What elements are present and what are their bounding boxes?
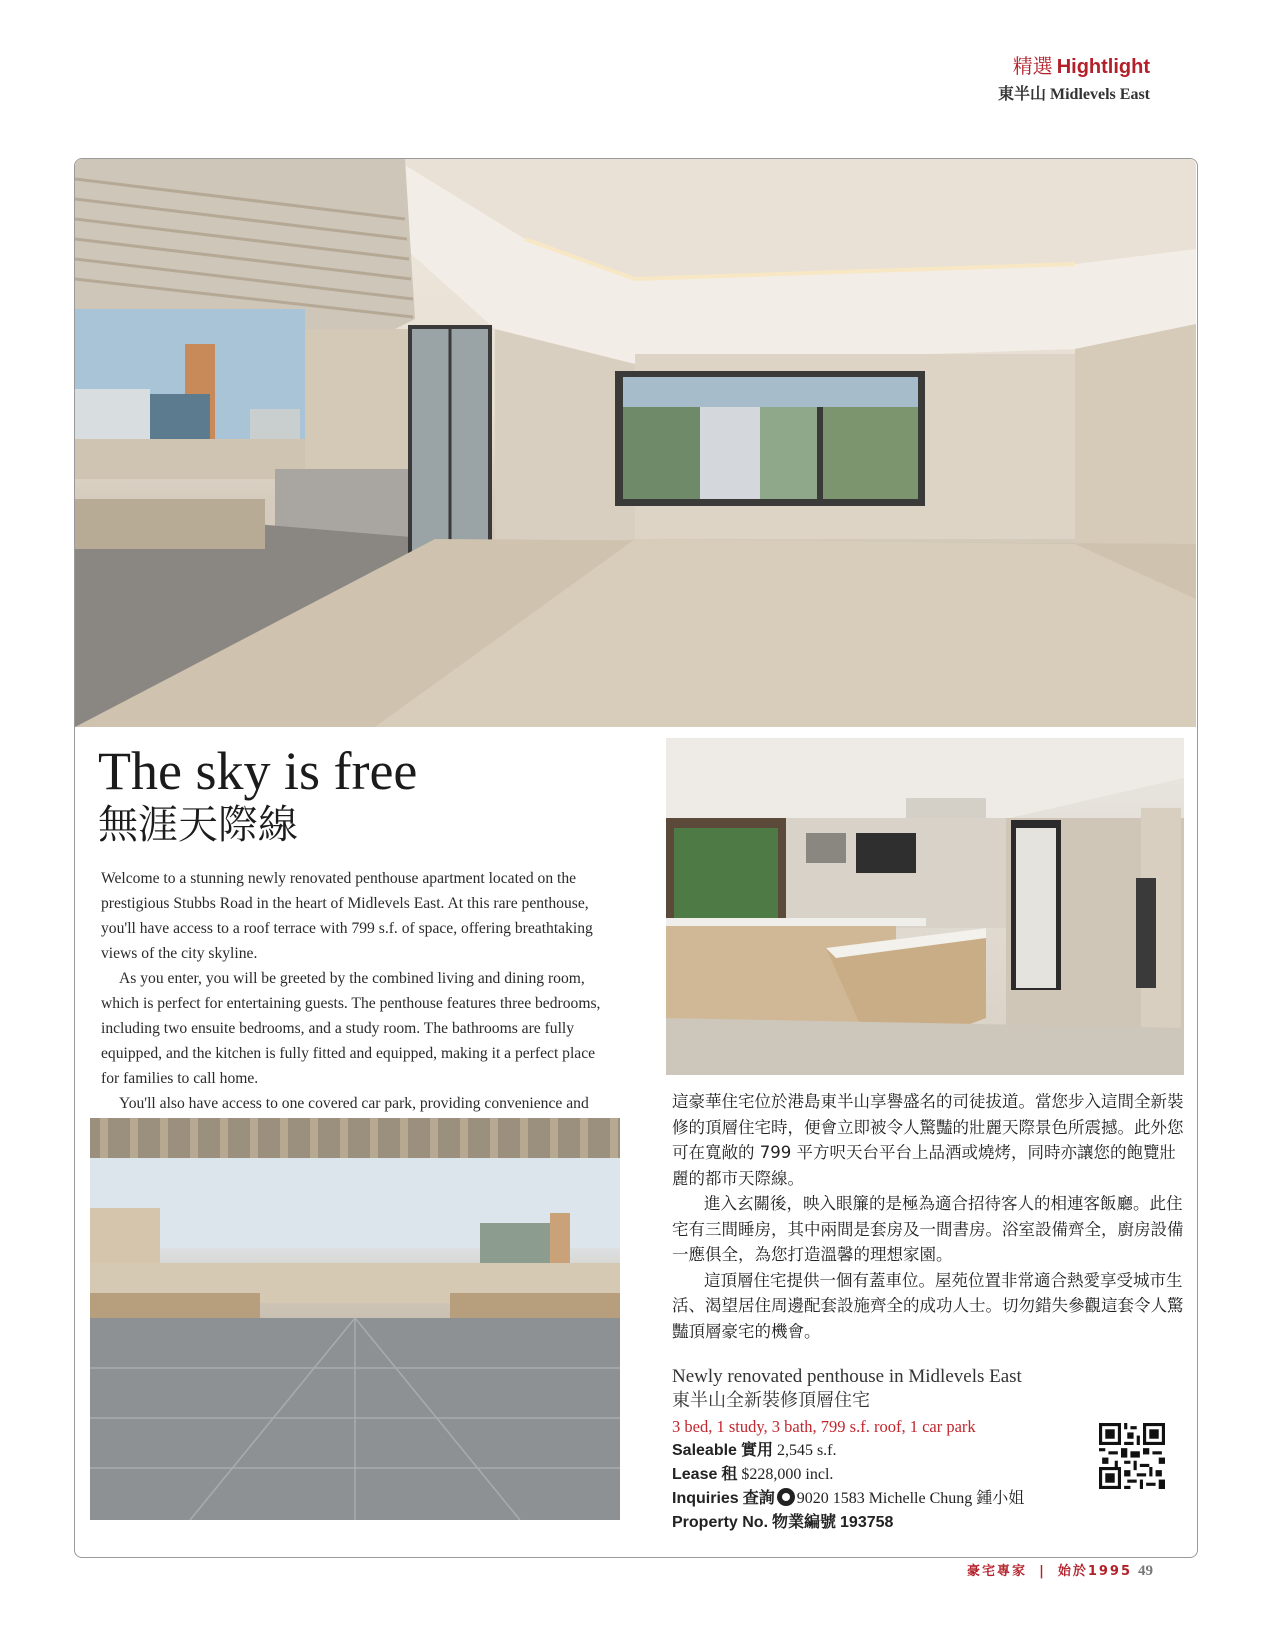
location-zh: 東半山 [997,86,1046,103]
section-en: Hightlight [1056,56,1150,78]
kitchen-illustration [666,738,1184,1075]
page-number: 49 [1138,1563,1153,1579]
lease-row [672,1463,1172,1487]
location-en: Midlevels East [1050,86,1150,103]
whatsapp-icon [777,1488,795,1506]
inquiries-label: Inquiries [672,1490,739,1507]
listing-headline-en: Newly renovated penthouse in Midlevels East [672,1366,1022,1387]
kitchen-photo [666,738,1184,1075]
footer-brand: 豪宅專家 [967,1564,1028,1579]
lease-label-zh: 租 [721,1466,738,1483]
lease-value: $228,000 incl. [741,1466,834,1483]
lease-label: Lease [672,1466,718,1483]
terrace-illustration [90,1118,620,1520]
footer-separator: | [1039,1564,1046,1579]
listing-headline-zh: 東半山全新裝修頂層住宅 [672,1390,870,1411]
location-tag [998,81,1150,104]
page-footer [967,1560,1153,1580]
inquiries-label-zh: 查詢 [742,1490,775,1507]
body-zh-paragraph-2: 進入玄關後，映入眼簾的是極為適合招待客人的相連客飯廳。此住宅有三間睡房，其中兩間是套房及一間書房。浴室設備齊全，廚房設備一應俱全，為您打造溫馨的理想家園。 [672,1194,1184,1264]
qr-code-icon[interactable] [1099,1423,1165,1489]
page-header [998,50,1150,104]
inquiries-row [672,1487,1172,1511]
article-body-zh [672,1089,1184,1344]
property-label: Property No. [672,1514,769,1531]
property-row [672,1511,1172,1535]
saleable-value: 2,545 s.f. [776,1442,837,1459]
agent-name: Michelle Chung 鍾小姐 [868,1490,1025,1507]
article-title-en: The sky is free [98,741,418,801]
body-en-paragraph-2: As you enter, you will be greeted by the combined living and dining room, which is perfect for entertaining guests. The penthouse features three bedrooms, including two ensuite bedrooms, and a study room. The bathrooms are fully equipped, and the kitchen is fully fitted and equipped, making it a perfect place for families to call home. [101,970,601,1087]
property-number: 193758 [840,1514,894,1531]
section-zh: 精選 [1012,56,1053,78]
body-zh-paragraph-1: 這豪華住宅位於港島東半山享譽盛名的司徒拔道。當您步入這間全新裝修的頂層住宅時，便會立即被令人驚豔的壯麗天際景色所震撼。此外您可在寬敞的 799 平方呎天台平台上品酒或燒烤，同時亦讓您的飽覽壯麗的都市天際線。 [672,1092,1184,1188]
body-en-paragraph-1: Welcome to a stunning newly renovated penthouse apartment located on the prestigious Stubbs Road in the heart of Midlevels East. At this rare penthouse, you'll have access to a roof terrace with 799 s.f. of space, offering breathtaking views of the city skyline. [101,870,593,962]
body-en-paragraph-3: You'll also have access to one covered car park, providing convenience and [119,1095,589,1112]
property-label-zh: 物業編號 [772,1514,837,1531]
listing-features: 3 bed, 1 study, 3 bath, 799 s.f. roof, 1 car park [672,1417,976,1436]
body-zh-paragraph-3: 這頂層住宅提供一個有蓋車位。屋苑位置非常適合熱愛享受城市生活、渴望居住周邊配套設施齊全的成功人士。切勿錯失參觀這套令人驚豔頂層豪宅的機會。 [672,1270,1184,1341]
saleable-label: Saleable [672,1442,737,1459]
saleable-row [672,1439,1172,1463]
saleable-label-zh: 實用 [740,1442,773,1459]
article-title-zh: 無涯天際線 [98,802,298,848]
hero-photo [75,159,1196,727]
phone-number[interactable]: 9020 1583 [796,1490,865,1507]
terrace-photo [90,1118,620,1520]
footer-since: 始於1995 [1057,1564,1132,1579]
section-tag [998,50,1150,79]
living-room-illustration [75,159,1196,727]
listing-info [672,1365,1172,1535]
